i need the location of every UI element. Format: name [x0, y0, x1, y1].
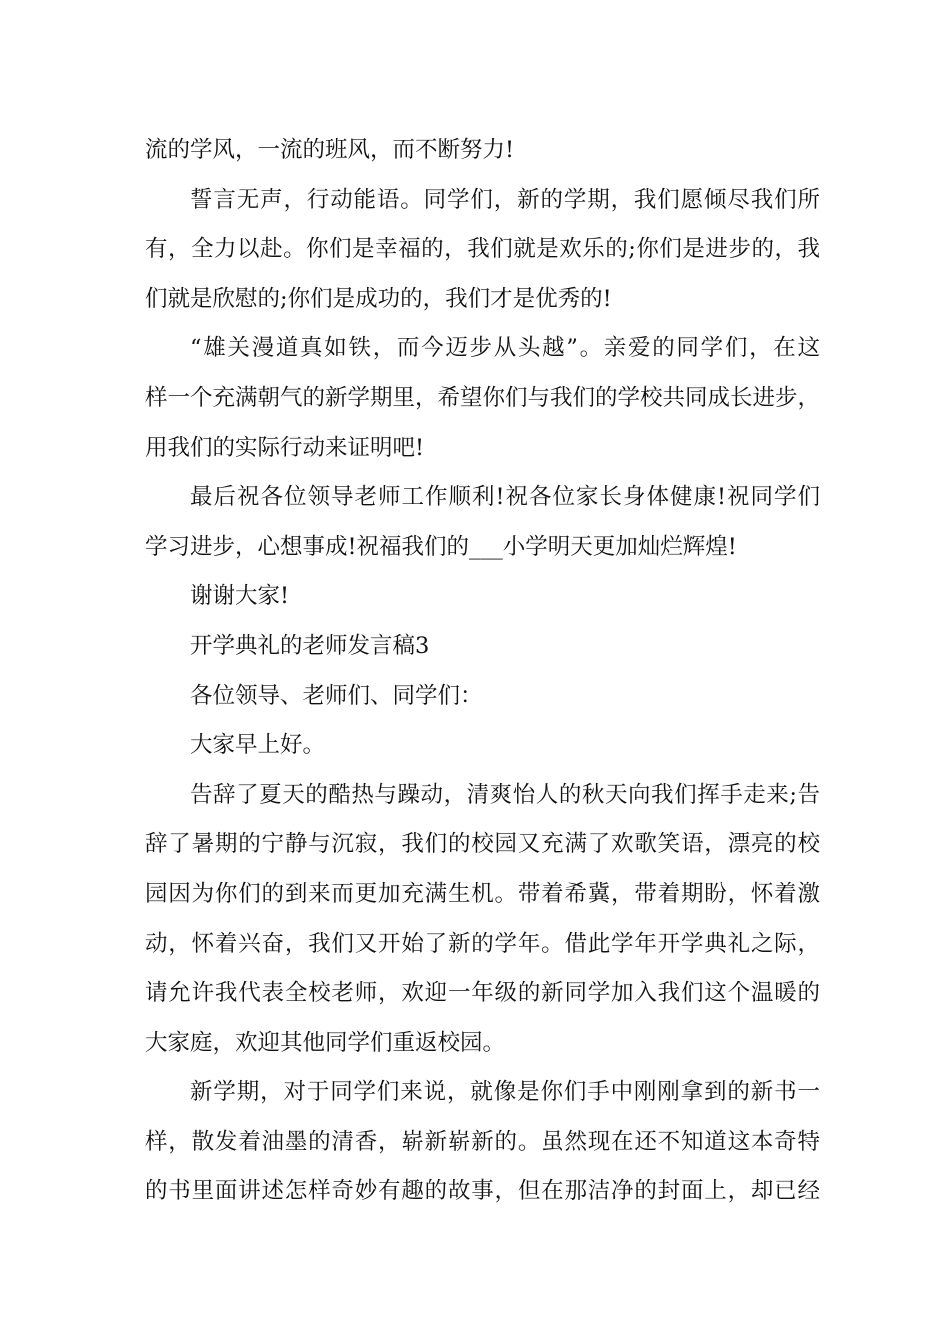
- salutation-line: 各位领导、老师们、同学们：: [190, 682, 483, 709]
- paragraph-start-line: 最后祝各位领导老师工作顺利!祝各位家长身体健康!祝同学们: [190, 484, 820, 511]
- greeting-line: 大家早上好。: [190, 732, 326, 759]
- text-line: 们就是欣慰的;你们是成功的，我们才是优秀的!: [145, 285, 612, 312]
- text-line: 动，怀着兴奋，我们又开始了新的学年。借此学年开学典礼之际，: [145, 930, 820, 957]
- text-line: 的书里面讲述怎样奇妙有趣的故事，但在那洁净的封面上，却已经: [145, 1178, 820, 1205]
- text-line: 用我们的实际行动来证明吧!: [145, 434, 425, 461]
- text-line: 大家庭，欢迎其他同学们重返校园。: [145, 1029, 506, 1056]
- section-title: 开学典礼的老师发言稿3: [190, 632, 430, 659]
- text-line: 有，全力以赴。你们是幸福的，我们就是欢乐的;你们是进步的，我: [145, 236, 820, 263]
- text-line: 辞了暑期的宁静与沉寂，我们的校园又充满了欢歌笑语，漂亮的校: [145, 831, 820, 858]
- text-line: 学习进步，心想事成!祝福我们的___小学明天更加灿烂辉煌!: [145, 533, 737, 560]
- paragraph-start-line: 新学期，对于同学们来说，就像是你们手中刚刚拿到的新书一: [190, 1079, 820, 1106]
- text-line: 园因为你们的到来而更加充满生机。带着希冀，带着期盼，怀着激: [145, 880, 820, 907]
- text-line: 样，散发着油墨的清香，崭新崭新的。虽然现在还不知道这本奇特: [145, 1128, 820, 1155]
- paragraph-start-line: 誓言无声，行动能语。同学们，新的学期，我们愿倾尽我们所: [190, 186, 820, 213]
- paragraph-start-line: 告辞了夏天的酷热与躁动，清爽怡人的秋天向我们挥手走来;告: [190, 781, 820, 808]
- document-body: [145, 126, 820, 1217]
- text-line: 样一个充满朝气的新学期里，希望你们与我们的学校共同成长进步，: [145, 384, 821, 411]
- text-line: 流的学风，一流的班风，而不断努力!: [145, 137, 515, 163]
- text-line: 请允许我代表全校老师，欢迎一年级的新同学加入我们这个温暖的: [145, 980, 820, 1007]
- closing-line: 谢谢大家!: [190, 583, 290, 610]
- paragraph-start-line: “雄关漫道真如铁，而今迈步从头越”。亲爱的同学们，在这: [190, 335, 820, 362]
